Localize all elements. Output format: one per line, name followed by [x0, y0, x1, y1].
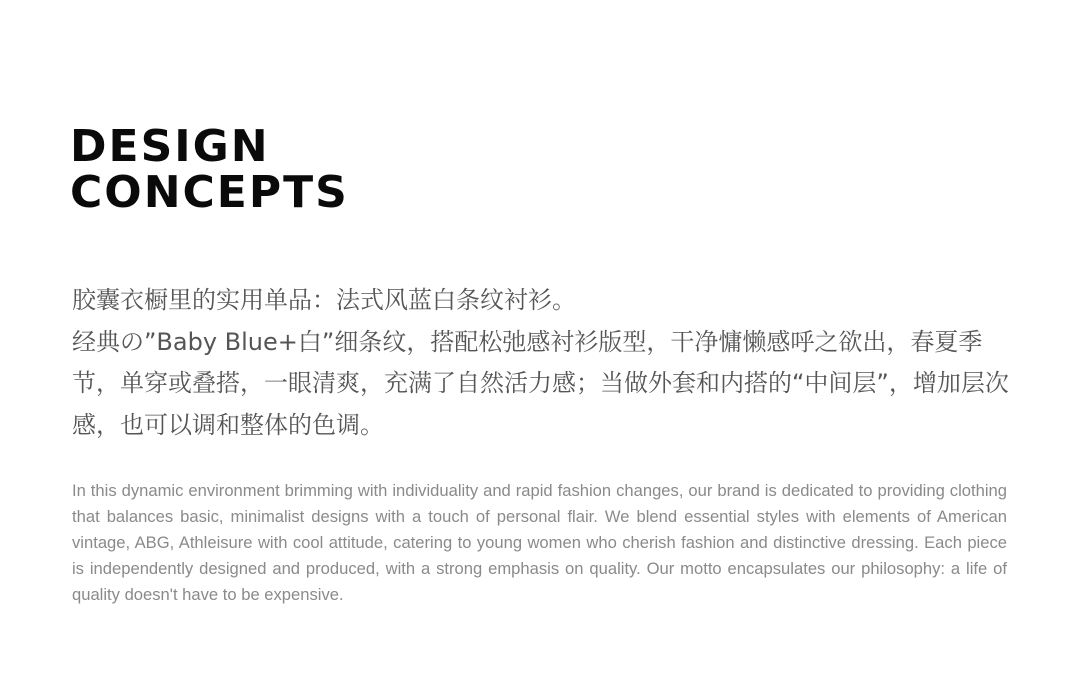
english-description: In this dynamic environment brimming with individuality and rapid fashion changes, our brand is dedicated to providing clothing that balances basic, minimalist designs with a touch of personal flair. We blend essential styles with elements of American vintage, ABG, Athleisure with cool attitude, catering to young women who cherish fashion and distinctive dressing. Each piece is independently designed and produced, with a strong emphasis on quality. Our motto encapsulates our philosophy: a life of quality doesn't have to be expensive.	[72, 481, 1007, 604]
chinese-body: 经典の”Baby Blue+白”细条纹，搭配松弛感衬衫版型，干净慵懒感呼之欲出，春夏季节，单穿或叠搭，一眼清爽，充满了自然活力感；当做外套和内搭的“中间层”，增加层次感，也可以调和整体的色调。	[72, 327, 1009, 439]
chinese-description	[72, 280, 1012, 446]
title-line-design: DESIGN	[70, 121, 270, 172]
page-title	[70, 121, 349, 218]
title-line-concepts: CONCEPTS	[70, 167, 349, 218]
chinese-subtitle: 胶囊衣橱里的实用单品：法式风蓝白条纹衬衫。	[72, 286, 576, 314]
